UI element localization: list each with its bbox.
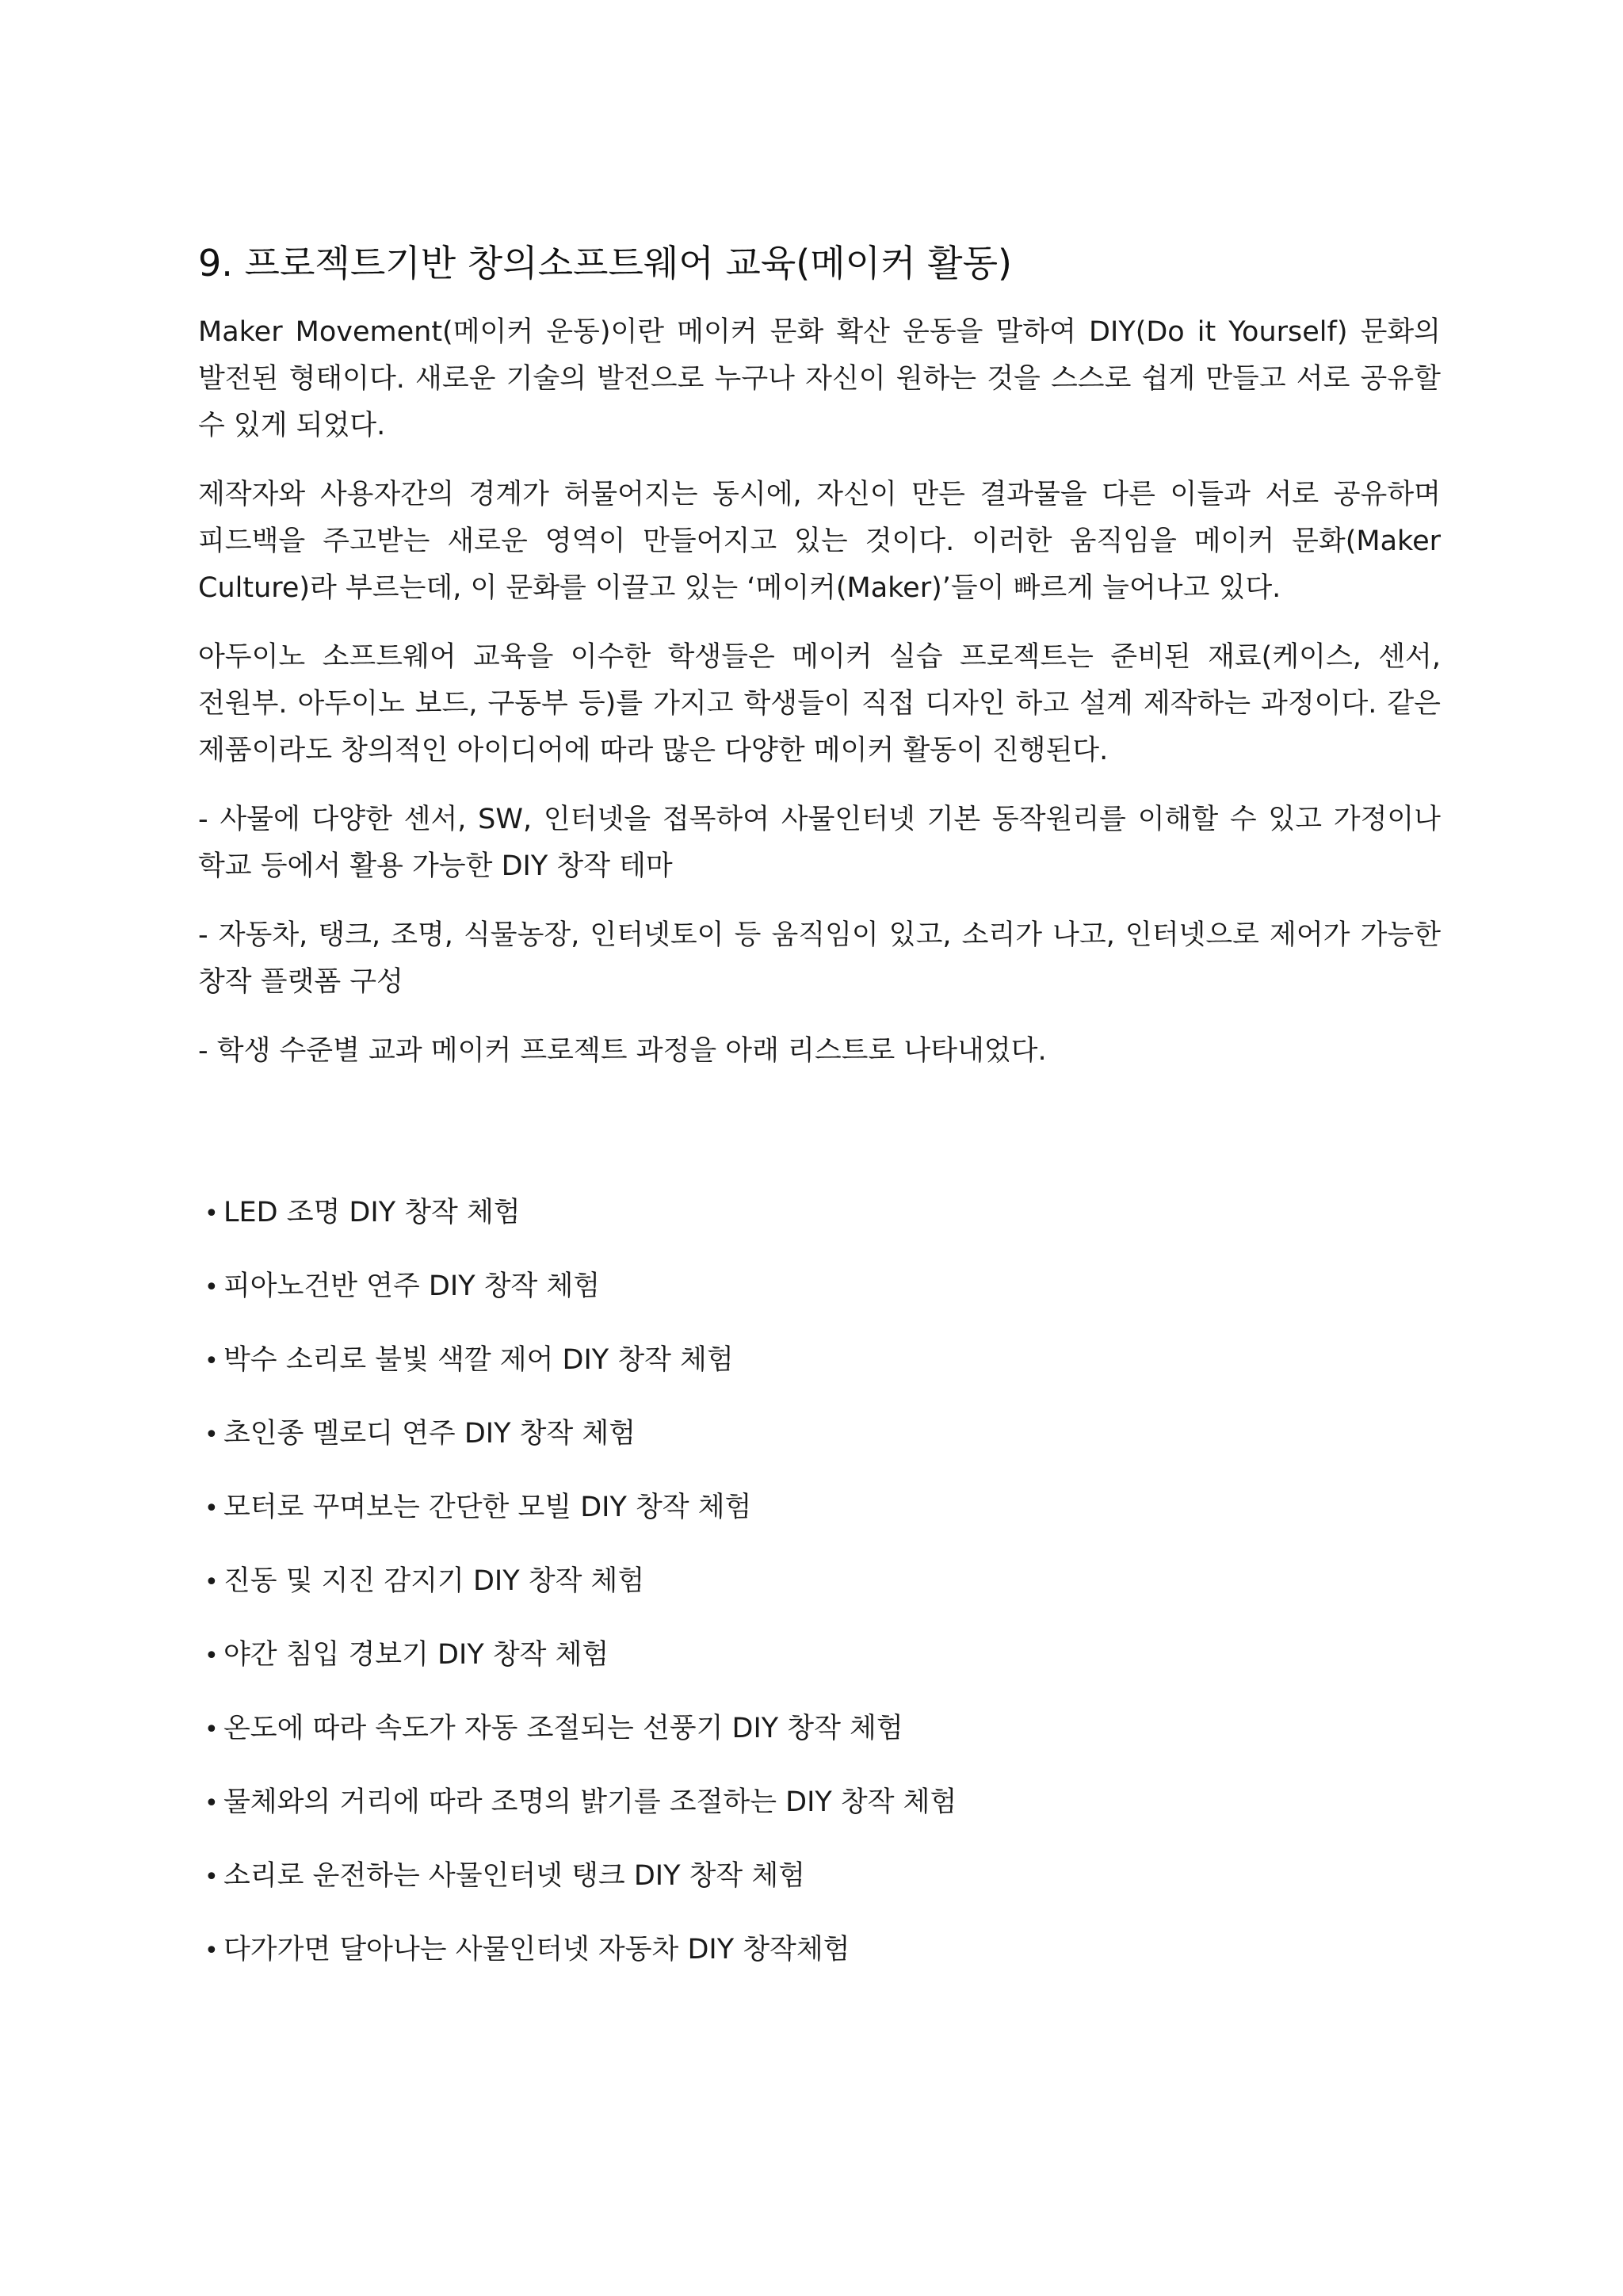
list-item-label: 다가가면 달아나는 사물인터넷 자동차 DIY 창작체험 (223, 1934, 850, 1966)
list-item-label: 야간 침입 경보기 DIY 창작 체험 (223, 1639, 609, 1671)
list-item (204, 1852, 1441, 1900)
paragraph-maker-culture: 제작자와 사용자간의 경계가 허물어지는 동시에, 자신이 만든 결과물을 다른 이들과 서로 공유하며 피드백을 주고받는 새로운 영역이 만들어지고 있는 것이다. 이러한 움직임을 메이커 문화(Maker Culture)라 부르는데, 이 문화를 이끌고 있는 ‘메이커(Maker)’들이 빠르게 늘어나고 있다. (198, 479, 1441, 604)
list-item-label: LED 조명 DIY 창작 체험 (223, 1197, 521, 1228)
list-item-label: 온도에 따라 속도가 자동 조절되는 선풍기 DIY 창작 체험 (223, 1713, 903, 1744)
list-item-label: 진동 및 지진 감지기 DIY 창작 체험 (223, 1565, 645, 1597)
bullet-icon: • (204, 1716, 219, 1744)
bullet-icon: • (204, 1863, 219, 1891)
bullet-icon: • (204, 1568, 219, 1596)
list-item (204, 1926, 1441, 1973)
list-item (204, 1189, 1441, 1236)
paragraph-maker-movement: Maker Movement(메이커 운동)이란 메이커 문화 확산 운동을 말하여 DIY(Do it Yourself) 문화의 발전된 형태이다. 새로운 기술의 발전으로 누구나 자신이 원하는 것을 스스로 쉽게 만들고 서로 공유할 수 있게 되었다. (198, 316, 1441, 441)
list-item-label: 초인종 멜로디 연주 DIY 창작 체험 (223, 1418, 636, 1450)
bullet-icon: • (204, 1495, 219, 1522)
bullet-icon: • (204, 1937, 219, 1965)
bullet-icon: • (204, 1274, 219, 1301)
dash-item-platform: - 자동차, 탱크, 조명, 식물농장, 인터넷토이 등 움직임이 있고, 소리가 나고, 인터넷으로 제어가 가능한 창작 플랫폼 구성 (198, 919, 1441, 998)
list-item (204, 1778, 1441, 1826)
paragraph-arduino-education: 아두이노 소프트웨어 교육을 이수한 학생들은 메이커 실습 프로젝트는 준비된 재료(케이스, 센서, 전원부. 아두이노 보드, 구동부 등)를 가지고 학생들이 직접 디자인 하고 설계 제작하는 과정이다. 같은 제품이라도 창의적인 아이디어에 따라 많은 다양한 메이커 활동이 진행된다. (198, 641, 1441, 766)
list-item-label: 물체와의 거리에 따라 조명의 밝기를 조절하는 DIY 창작 체험 (223, 1786, 957, 1818)
list-item (204, 1263, 1441, 1310)
bullet-icon: • (204, 1347, 219, 1375)
list-item-label: 박수 소리로 불빛 색깔 제어 DIY 창작 체험 (223, 1344, 734, 1376)
list-item-label: 소리로 운전하는 사물인터넷 탱크 DIY 창작 체험 (223, 1860, 805, 1892)
list-item (204, 1705, 1441, 1752)
list-item-label: 모터로 꾸며보는 간단한 모빌 DIY 창작 체험 (223, 1492, 752, 1523)
list-item (204, 1336, 1441, 1384)
section-heading: 9. 프로젝트기반 창의소프트웨어 교육(메이커 활동) (198, 242, 1012, 285)
project-list (198, 1189, 1441, 1973)
bullet-icon: • (204, 1200, 219, 1228)
list-item (204, 1410, 1441, 1457)
dash-item-list-intro: - 학생 수준별 교과 메이커 프로젝트 과정을 아래 리스트로 나타내었다. (198, 1035, 1047, 1067)
list-item (204, 1484, 1441, 1531)
bullet-icon: • (204, 1421, 219, 1449)
list-item (204, 1631, 1441, 1679)
bullet-icon: • (204, 1642, 219, 1670)
list-item-label: 피아노건반 연주 DIY 창작 체험 (223, 1270, 601, 1302)
document-page (198, 238, 1441, 2000)
dash-item-iot-theme: - 사물에 다양한 센서, SW, 인터넷을 접목하여 사물인터넷 기본 동작원리를 이해할 수 있고 가정이나 학교 등에서 활용 가능한 DIY 창작 테마 (198, 804, 1441, 882)
bullet-icon: • (204, 1790, 219, 1817)
list-item (204, 1557, 1441, 1605)
